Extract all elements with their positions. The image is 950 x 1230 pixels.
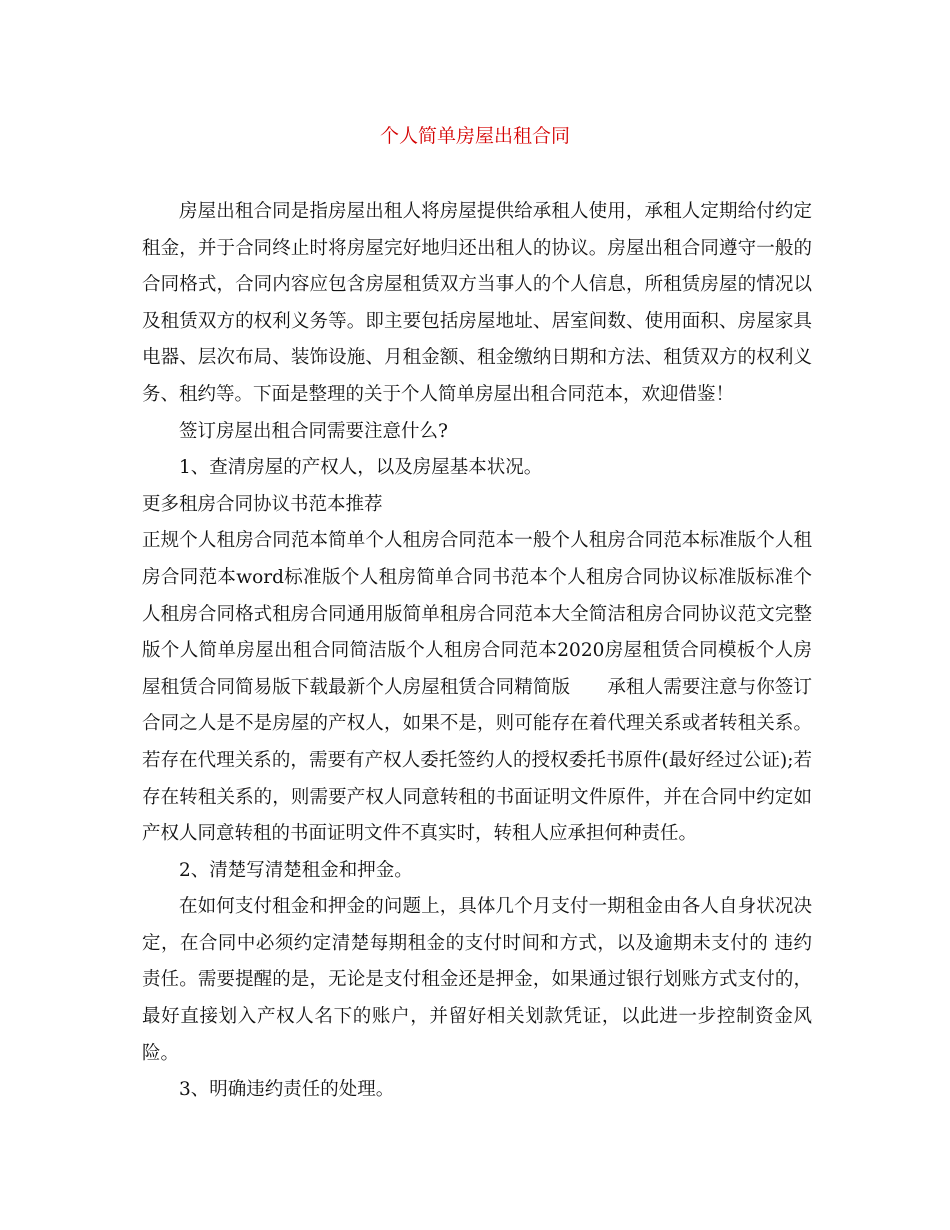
point-1-heading: 1、查清房屋的产权人，以及房屋基本状况。	[179, 457, 543, 479]
recommend-paragraph: 正规个人租房合同范本简单个人租房合同范本一般个人租房合同范本标准版个人租房合同范本word标准版个人租房简单合同书范本个人租房合同协议标准版标准个人租房合同格式租房合同通用版简单租房合同范本大全简洁租房合同协议范文完整版个人简单房屋出租合同简洁版个人租房合同范本2020房屋租赁合同模板个人房屋租赁合同简易版下载最新个人房屋租赁合同精简版 承租人需要注意与你签订合同之人是不是房屋的产权人，如果不是，则可能存在着代理关系或者转租关系。若存在代理关系的，需要有产权人委托签约人的授权委托书原件(最好经过公证);若存在转租关系的，则需要产权人同意转租的书面证明文件原件，并在合同中约定如产权人同意转租的书面证明文件不真实时，转租人应承担何种责任。	[142, 530, 812, 845]
document-body	[142, 194, 812, 1109]
point-2-paragraph: 在如何支付租金和押金的问题上，具体几个月支付一期租金由各人自身状况决定，在合同中必须约定清楚每期租金的支付时间和方式，以及逾期未支付的 违约责任。需要提醒的是，无论是支付租金还是押金，如果通过银行划账方式支付的，最好直接划入产权人名下的账户，并留好相关划款凭证，以此进一步控制资金风险。	[142, 896, 812, 1064]
point-2-heading: 2、清楚写清楚租金和押金。	[179, 859, 413, 881]
point-3-heading: 3、明确违约责任的处理。	[179, 1079, 395, 1101]
intro-paragraph: 房屋出租合同是指房屋出租人将房屋提供给承租人使用，承租人定期给付约定租金，并于合同终止时将房屋完好地归还出租人的协议。房屋出租合同遵守一般的合同格式，合同内容应包含房屋租赁双方当事人的个人信息，所租赁房屋的情况以及租赁双方的权利义务等。即主要包括房屋地址、居室间数、使用面积、房屋家具电器、层次布局、装饰设施、月租金额、租金缴纳日期和方法、租赁双方的权利义务、租约等。下面是整理的关于个人简单房屋出租合同范本，欢迎借鉴！	[142, 201, 812, 405]
section-heading-question: 签订房屋出租合同需要注意什么?	[179, 420, 448, 442]
document-title: 个人简单房屋出租合同	[379, 125, 570, 147]
recommend-heading: 更多租房合同协议书范本推荐	[142, 493, 383, 515]
